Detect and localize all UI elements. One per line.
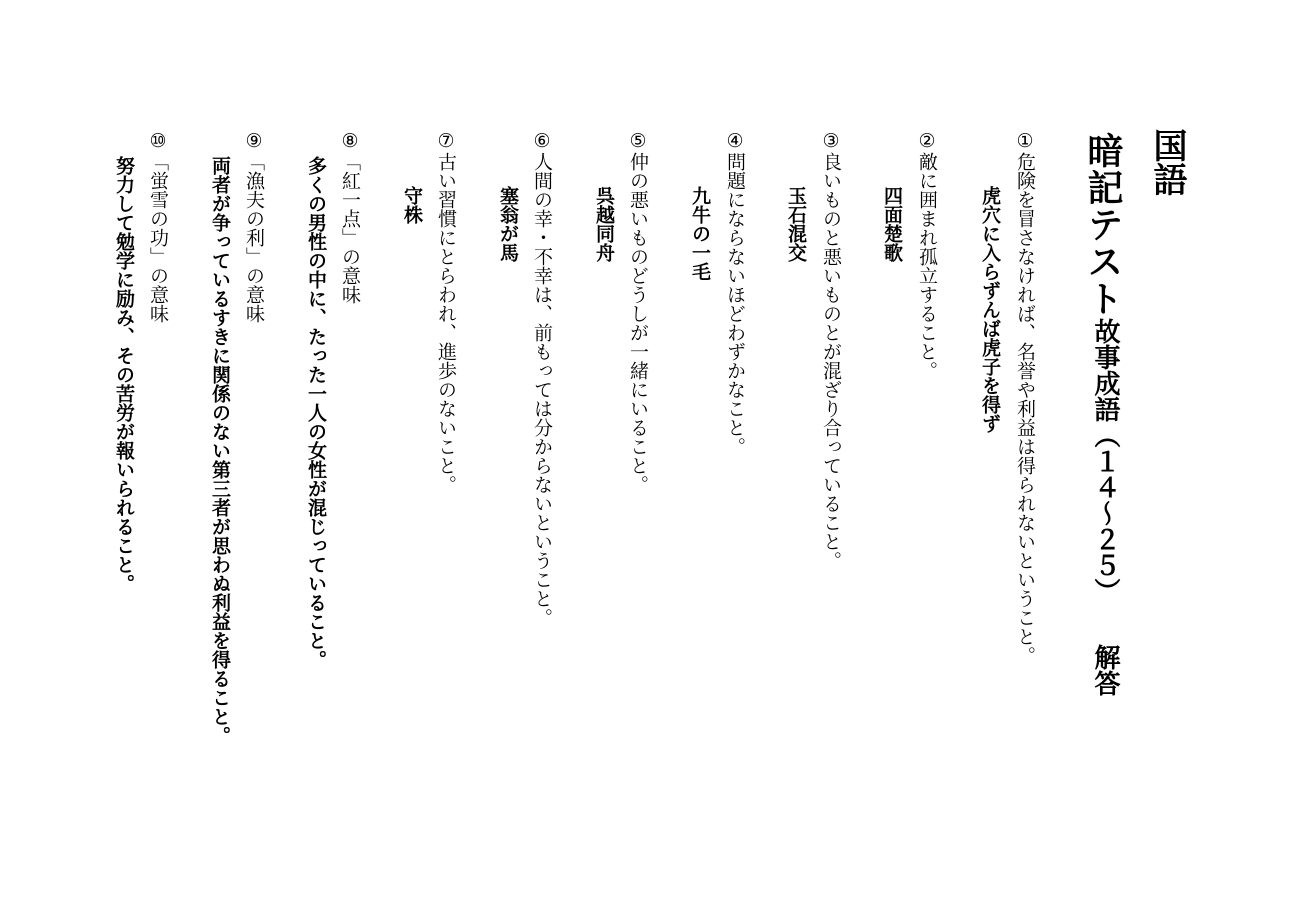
test-subtitle: 故事成語（１４～２５） (1090, 318, 1120, 604)
subject-heading: 国語 (1147, 128, 1187, 196)
test-title: 暗記テスト (1082, 132, 1123, 317)
answer-10: 努力して勉学に励み、その苦労が報いられること。 (113, 156, 135, 593)
question-9: ⑨「漁夫の利」の意味 (243, 130, 265, 323)
answer-6: 塞翁が馬 (497, 186, 519, 262)
question-7: ⑦古い習慣にとらわれ、進歩のないこと。 (435, 130, 457, 494)
answer-5: 呉越同舟 (593, 186, 615, 262)
answer-4: 九牛の一毛 (689, 186, 711, 281)
question-8: ⑧「紅一点」の意味 (339, 130, 361, 304)
question-6: ⑥人間の幸・不幸は、前もっては分からないということ。 (531, 130, 553, 627)
question-3: ③良いものと悪いものとが混ざり合っていること。 (820, 130, 842, 570)
answer-8: 多くの男性の中に、たった一人の女性が混じっていること。 (305, 156, 327, 669)
answer-3: 玉石混交 (785, 186, 807, 262)
answer-7: 守株 (401, 186, 423, 224)
question-1: ①危険を冒さなければ、名誉や利益は得られないということ。 (1014, 130, 1036, 665)
question-10: ⑩「蛍雪の功」の意味 (147, 130, 169, 323)
answer-label: 解答 (1090, 644, 1120, 696)
answer-2: 四面楚歌 (881, 186, 903, 262)
question-2: ②敵に囲まれ孤立すること。 (916, 130, 938, 380)
answer-1: 虎穴に入らずんば虎子を得ず (979, 186, 1001, 433)
question-4: ④問題にならないほどわずかなこと。 (724, 130, 746, 456)
question-5: ⑤仲の悪いものどうしが一緒にいること。 (627, 130, 649, 494)
answer-9: 両者が争っているすきに関係のない第三者が思わぬ利益を得ること。 (209, 156, 231, 745)
